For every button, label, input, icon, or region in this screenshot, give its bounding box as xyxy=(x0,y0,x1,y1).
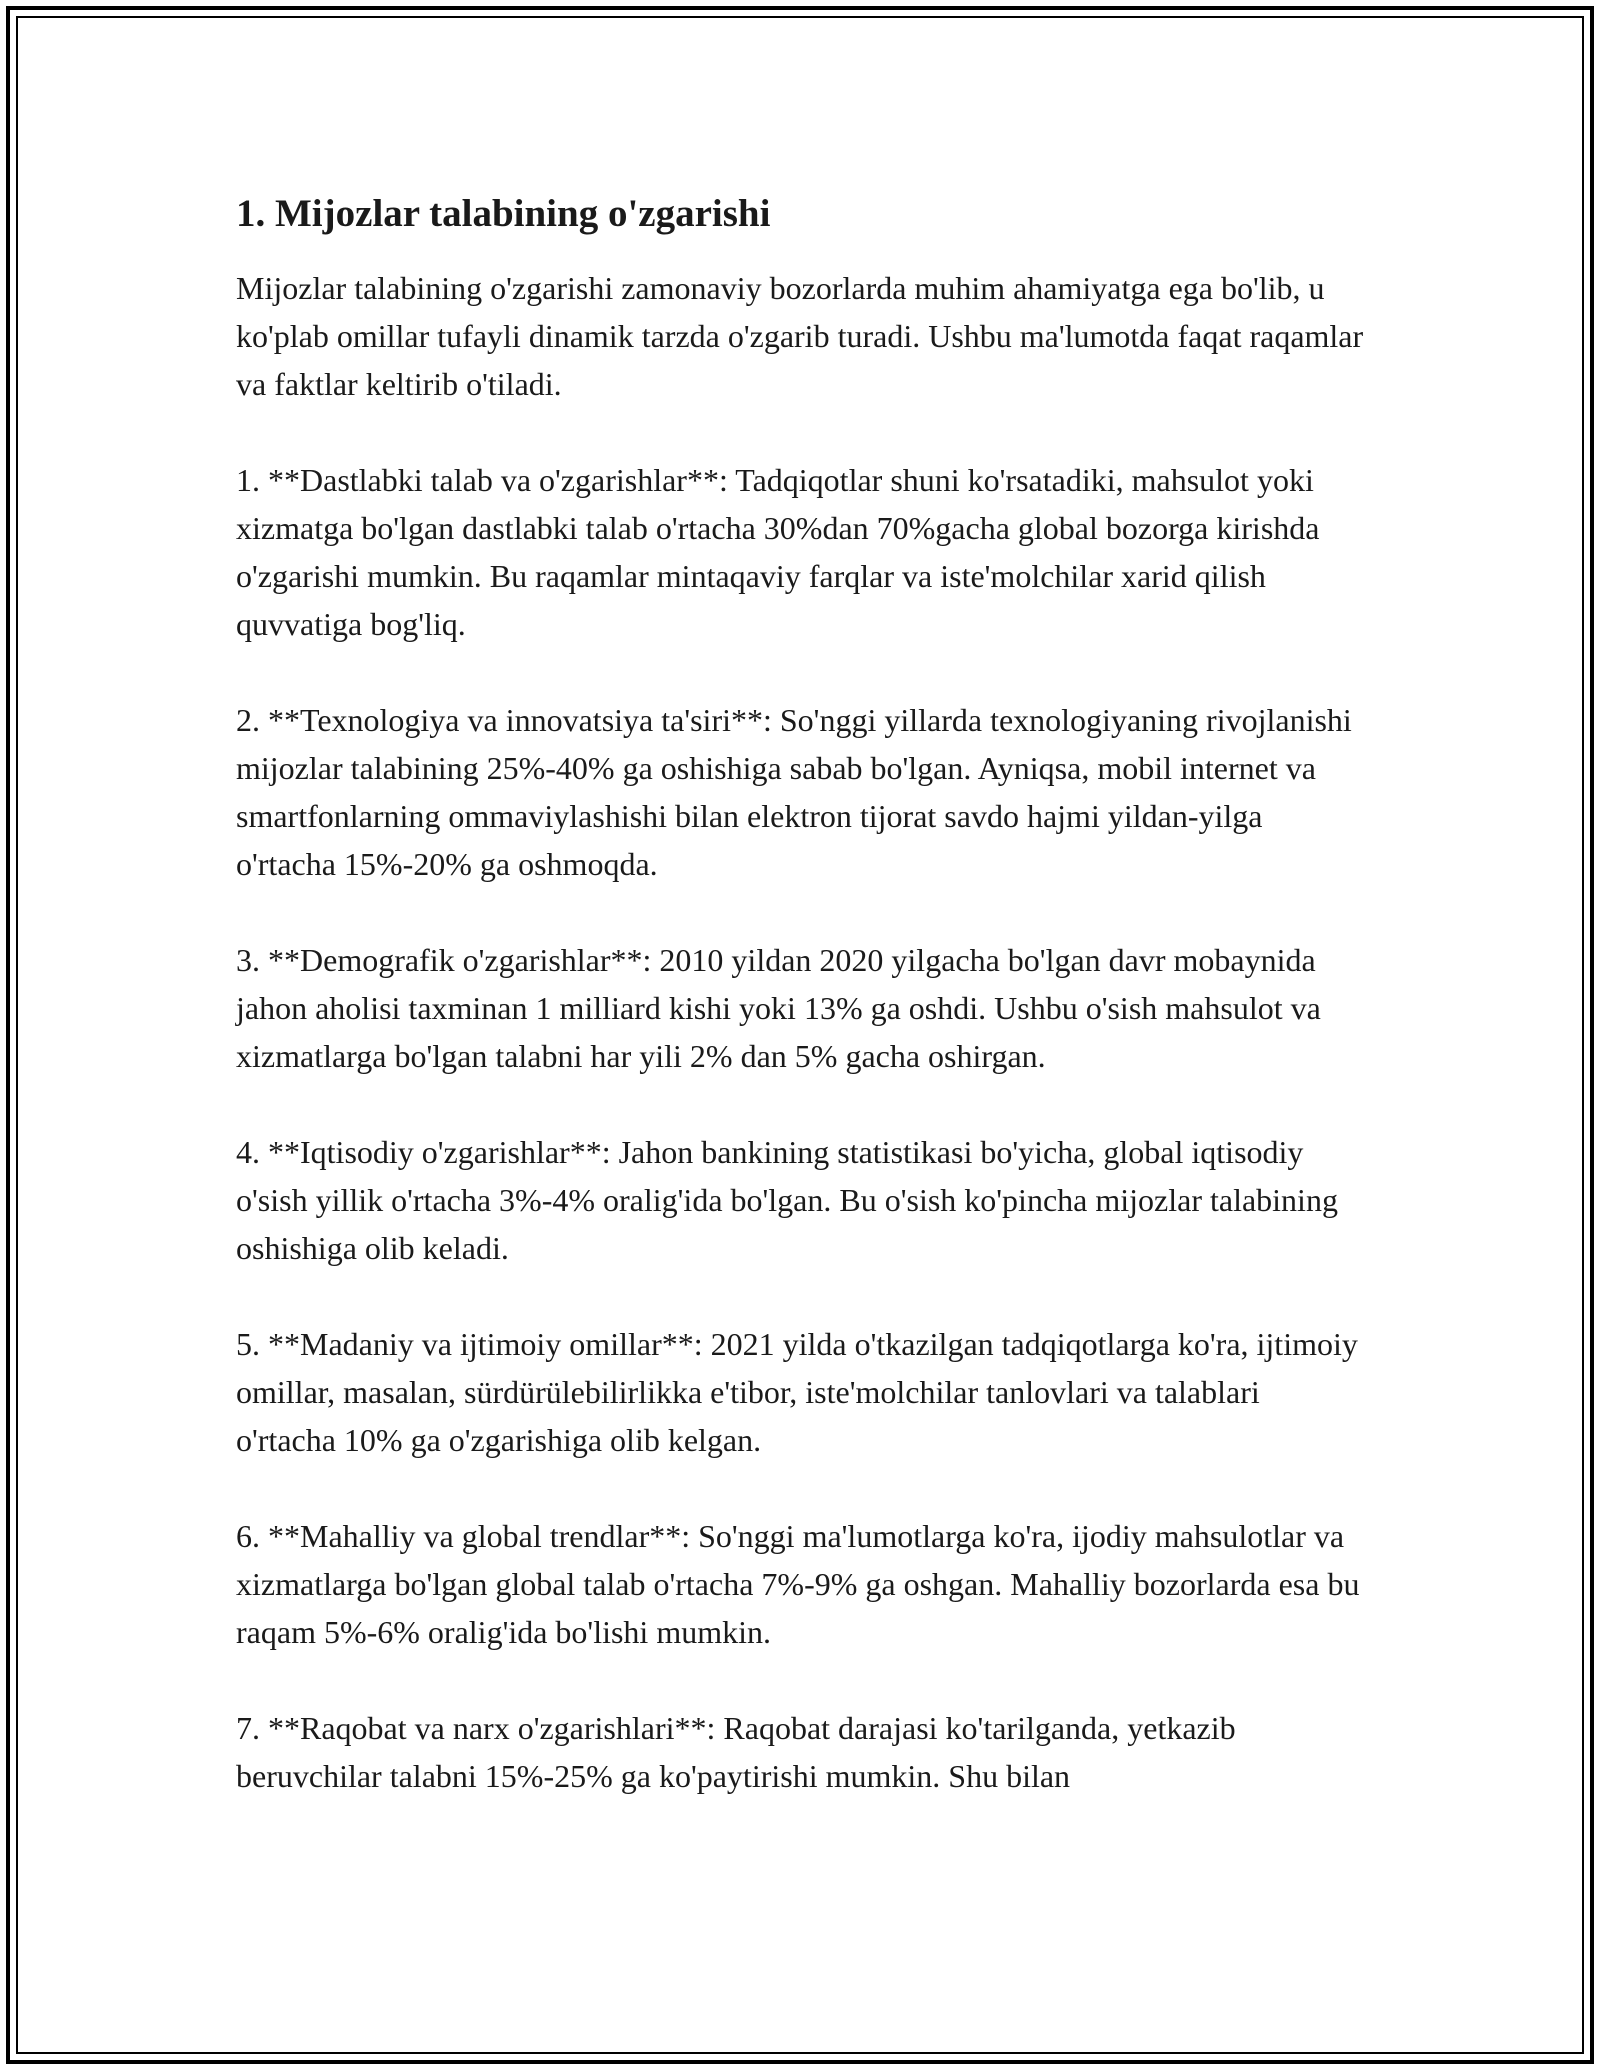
document-body xyxy=(236,190,1366,1800)
list-item-6: 6. **Mahalliy va global trendlar**: So'nggi ma'lumotlarga ko'ra, ijodiy mahsulotlar va xizmatlarga bo'lgan global talab o'rtacha 7%-9% ga oshgan. Mahalliy bozorlarda esa bu raqam 5%-6% oralig'ida bo'lishi mumkin. xyxy=(236,1518,1360,1650)
list-item-3: 3. **Demografik o'zgarishlar**: 2010 yildan 2020 yilgacha bo'lgan davr mobaynida jahon aholisi taxminan 1 milliard kishi yoki 13% ga oshdi. Ushbu o'sish mahsulot va xizmatlarga bo'lgan talabni har yili 2% dan 5% gacha oshirgan. xyxy=(236,942,1321,1074)
list-item-2: 2. **Texnologiya va innovatsiya ta'siri**: So'nggi yillarda texnologiyaning rivojlanishi mijozlar talabining 25%-40% ga oshishiga sabab bo'lgan. Ayniqsa, mobil internet va smartfonlarning ommaviylashishi bilan elektron tijorat savdo hajmi yildan-yilga o'rtacha 15%-20% ga oshmoqda. xyxy=(236,702,1352,882)
document-title: 1. Mijozlar talabining o'zgarishi xyxy=(236,192,771,235)
list-item-7: 7. **Raqobat va narx o'zgarishlari**: Raqobat darajasi ko'tarilganda, yetkazib beruvchilar talabni 15%-25% ga ko'paytirishi mumkin. Shu bilan xyxy=(236,1710,1236,1794)
list-item-1: 1. **Dastlabki talab va o'zgarishlar**: Tadqiqotlar shuni ko'rsatadiki, mahsulot yoki xizmatga bo'lgan dastlabki talab o'rtacha 30%dan 70%gacha global bozorga kirishda o'zgarishi mumkin. Bu raqamlar mintaqaviy farqlar va iste'molchilar xarid qilish quvvatiga bog'liq. xyxy=(236,462,1320,642)
intro-paragraph: Mijozlar talabining o'zgarishi zamonaviy bozorlarda muhim ahamiyatga ega bo'lib, u ko'plab omillar tufayli dinamik tarzda o'zgarib turadi. Ushbu ma'lumotda faqat raqamlar va faktlar keltirib o'tiladi. xyxy=(236,270,1364,402)
list-item-5: 5. **Madaniy va ijtimoiy omillar**: 2021 yilda o'tkazilgan tadqiqotlarga ko'ra, ijtimoiy omillar, masalan, sürdürülebilirlikka e'tibor, iste'molchilar tanlovlari va talablari o'rtacha 10% ga o'zgarishiga olib kelgan. xyxy=(236,1326,1358,1458)
list-item-4: 4. **Iqtisodiy o'zgarishlar**: Jahon bankining statistikasi bo'yicha, global iqtisodiy o'sish yillik o'rtacha 3%-4% oralig'ida bo'lgan. Bu o'sish ko'pincha mijozlar talabining oshishiga olib keladi. xyxy=(236,1134,1338,1266)
